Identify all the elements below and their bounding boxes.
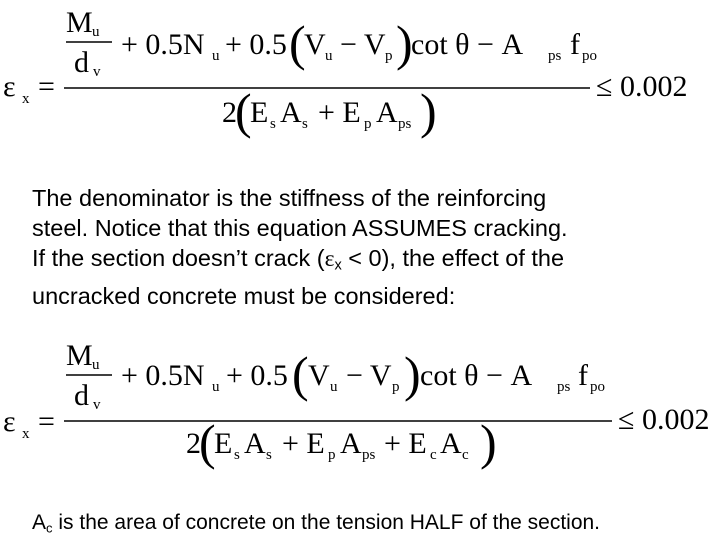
- moment-symbol: M: [66, 6, 93, 39]
- denominator-open-paren: (: [199, 414, 216, 470]
- fpo-subscript: po: [582, 48, 597, 64]
- denominator-two: 2: [222, 96, 237, 129]
- prestress-modulus-subscript: p: [328, 447, 336, 463]
- moment-subscript: u: [92, 357, 100, 373]
- axial-term: + 0.5N: [121, 359, 205, 392]
- concrete-modulus: + E: [384, 427, 427, 460]
- shear-symbol: V: [304, 28, 326, 61]
- prestress-modulus-subscript: p: [364, 116, 372, 132]
- denominator-close-paren: ): [420, 83, 437, 139]
- shear-symbol: V: [308, 359, 330, 392]
- prestress-shear-subscript: p: [385, 48, 393, 64]
- equals-sign: =: [38, 70, 55, 103]
- steel-modulus-subscript: s: [234, 447, 240, 463]
- steel-modulus: E: [250, 96, 269, 129]
- equals-sign: =: [38, 405, 55, 438]
- shear-term: + 0.5: [226, 359, 288, 392]
- prestress-area-subscript: ps: [398, 116, 412, 132]
- paragraph-epsilon-subscript: x: [334, 257, 342, 274]
- axial-term: + 0.5N: [121, 28, 205, 61]
- epsilon-subscript: x: [22, 91, 30, 107]
- depth-symbol: d: [74, 46, 89, 79]
- fpo-symbol: f: [570, 28, 580, 61]
- denominator-two: 2: [186, 427, 201, 460]
- footnote-text: is the area of concrete on the tension HALF of the section.: [52, 511, 601, 534]
- fpo-symbol: f: [578, 359, 588, 392]
- concrete-area-subscript: c: [462, 447, 469, 463]
- prestress-area: A: [340, 427, 362, 460]
- open-paren: (: [289, 15, 306, 71]
- close-paren: ): [396, 15, 413, 71]
- prestress-area: A: [376, 96, 398, 129]
- epsilon-symbol: ε: [3, 70, 16, 103]
- paragraph-line-2: steel. Notice that this equation ASSUMES cracking.: [32, 215, 568, 241]
- shear-subscript: u: [325, 48, 333, 64]
- footnote-concrete-area: [32, 509, 720, 542]
- paragraph-line-1: The denominator is the stiffness of the reinforcing: [32, 185, 547, 211]
- paragraph-line-4: uncracked concrete must be considered:: [32, 282, 456, 309]
- paragraph-line-3b: < 0), the effect of the: [341, 245, 565, 271]
- depth-subscript: v: [93, 397, 101, 413]
- prestress-modulus: + E: [282, 427, 325, 460]
- moment-subscript: u: [92, 24, 100, 40]
- steel-area: A: [244, 427, 266, 460]
- depth-subscript: v: [93, 64, 101, 80]
- aps-subscript: ps: [557, 379, 571, 395]
- axial-subscript: u: [212, 48, 220, 64]
- prestress-area-subscript: ps: [362, 447, 376, 463]
- equation-strain-cracked: [0, 0, 720, 140]
- moment-symbol: M: [66, 339, 93, 372]
- strain-limit: ≤ 0.002: [618, 403, 710, 436]
- concrete-modulus-subscript: c: [430, 447, 437, 463]
- prestress-modulus: + E: [318, 96, 361, 129]
- open-paren: (: [292, 346, 309, 402]
- equation-strain-uncracked: [0, 335, 720, 475]
- footnote-area-subscript: c: [46, 520, 53, 536]
- fpo-subscript: po: [590, 379, 605, 395]
- paragraph-epsilon: ε: [324, 246, 335, 272]
- epsilon-symbol: ε: [3, 405, 16, 438]
- strain-limit: ≤ 0.002: [596, 70, 688, 103]
- concrete-area: A: [440, 427, 462, 460]
- steel-area: A: [280, 96, 302, 129]
- denominator-open-paren: (: [235, 83, 252, 139]
- shear-subscript: u: [330, 379, 338, 395]
- aps-subscript: ps: [548, 48, 562, 64]
- close-paren: ): [404, 346, 421, 402]
- paragraph-line-3a: If the section doesn’t crack (: [32, 245, 325, 271]
- steel-area-subscript: s: [302, 116, 308, 132]
- depth-symbol: d: [74, 379, 89, 412]
- prestress-shear: − V: [346, 359, 392, 392]
- steel-modulus: E: [214, 427, 233, 460]
- shear-term: + 0.5: [225, 28, 287, 61]
- axial-subscript: u: [212, 379, 220, 395]
- prestress-shear: − V: [340, 28, 386, 61]
- steel-modulus-subscript: s: [270, 116, 276, 132]
- denominator-close-paren: ): [480, 414, 497, 470]
- steel-area-subscript: s: [266, 447, 272, 463]
- cot-term: cot θ − A: [411, 28, 524, 61]
- prestress-shear-subscript: p: [392, 379, 400, 395]
- epsilon-subscript: x: [22, 426, 30, 442]
- footnote-area-symbol: A: [32, 511, 47, 534]
- explanation-paragraph: [32, 183, 712, 311]
- cot-term: cot θ − A: [420, 359, 533, 392]
